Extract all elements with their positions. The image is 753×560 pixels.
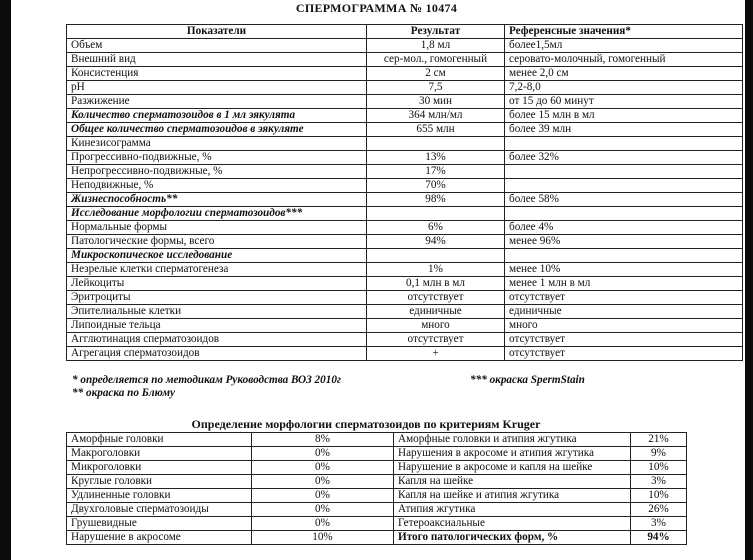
kruger-left-label: Круглые головки <box>67 475 252 489</box>
kruger-right-value: 9% <box>631 447 687 461</box>
result-cell: единичные <box>367 305 505 319</box>
indicator-cell: Эритроциты <box>67 291 367 305</box>
reference-cell <box>505 165 743 179</box>
kruger-left-value: 10% <box>252 531 394 545</box>
result-cell: сер-мол., гомогенный <box>367 53 505 67</box>
table-row <box>67 221 743 235</box>
kruger-right-value: 10% <box>631 489 687 503</box>
table-row <box>67 193 743 207</box>
kruger-row <box>67 447 687 461</box>
indicator-cell: Лейкоциты <box>67 277 367 291</box>
indicator-cell: Кинезисограмма <box>67 137 367 151</box>
indicator-cell: Агглютинация сперматозоидов <box>67 333 367 347</box>
kruger-left-label: Микроголовки <box>67 461 252 475</box>
indicator-cell: Жизнеспособность** <box>67 193 367 207</box>
kruger-left-label: Аморфные головки <box>67 433 252 447</box>
result-cell: 364 млн/мл <box>367 109 505 123</box>
kruger-body <box>67 433 687 545</box>
result-cell: 1,8 мл <box>367 39 505 53</box>
kruger-right-label: Нарушение в акросоме и капля на шейке <box>394 461 631 475</box>
table-row <box>67 123 743 137</box>
footnote-who: * определяется по методикам Руководства ВОЗ 2010г <box>72 374 342 386</box>
indicator-cell: Разжижение <box>67 95 367 109</box>
reference-cell: единичные <box>505 305 743 319</box>
result-cell: отсутствует <box>367 291 505 305</box>
kruger-row <box>67 475 687 489</box>
kruger-right-value: 10% <box>631 461 687 475</box>
kruger-left-value: 0% <box>252 489 394 503</box>
table-body <box>67 39 743 361</box>
reference-cell <box>505 137 743 151</box>
kruger-left-value: 0% <box>252 503 394 517</box>
table-row <box>67 347 743 361</box>
table-row <box>67 109 743 123</box>
table-row <box>67 235 743 249</box>
reference-cell: более 32% <box>505 151 743 165</box>
page-title: СПЕРМОГРАММА № 10474 <box>295 1 458 15</box>
result-cell: 94% <box>367 235 505 249</box>
kruger-title: Определение морфологии сперматозоидов по критериям Kruger <box>191 417 541 431</box>
indicator-cell: Количество сперматозоидов в 1 мл эякулята <box>67 109 367 123</box>
result-cell: 2 см <box>367 67 505 81</box>
reference-cell: много <box>505 319 743 333</box>
kruger-right-label: Атипия жгутика <box>394 503 631 517</box>
kruger-right-value: 3% <box>631 475 687 489</box>
table-row <box>67 137 743 151</box>
kruger-left-label: Макроголовки <box>67 447 252 461</box>
kruger-left-label: Грушевидные <box>67 517 252 531</box>
spermogram-table <box>66 24 743 361</box>
indicator-cell: Объем <box>67 39 367 53</box>
indicator-cell: Внешний вид <box>67 53 367 67</box>
left-dark-border <box>0 0 11 560</box>
reference-cell: более 4% <box>505 221 743 235</box>
header-result: Результат <box>367 25 505 39</box>
footnote-blum: ** окраска по Блюму <box>72 387 176 399</box>
kruger-left-value: 0% <box>252 461 394 475</box>
indicator-cell: Агрегация сперматозоидов <box>67 347 367 361</box>
indicator-cell: Неподвижные, % <box>67 179 367 193</box>
result-cell: 98% <box>367 193 505 207</box>
kruger-right-label: Гетероаксиальные <box>394 517 631 531</box>
table-row <box>67 53 743 67</box>
reference-cell: более 58% <box>505 193 743 207</box>
result-cell: 6% <box>367 221 505 235</box>
indicator-cell: Патологические формы, всего <box>67 235 367 249</box>
result-cell: 70% <box>367 179 505 193</box>
kruger-left-label: Нарушение в акросоме <box>67 531 252 545</box>
result-cell: 30 мин <box>367 95 505 109</box>
table-row <box>67 305 743 319</box>
reference-cell: более 15 млн в мл <box>505 109 743 123</box>
indicator-cell: Нормальные формы <box>67 221 367 235</box>
kruger-row <box>67 489 687 503</box>
result-cell: отсутствует <box>367 333 505 347</box>
kruger-right-label: Аморфные головки и атипия жгутика <box>394 433 631 447</box>
reference-cell: менее 96% <box>505 235 743 249</box>
result-cell: 13% <box>367 151 505 165</box>
header-indicators: Показатели <box>67 25 367 39</box>
result-cell: 655 млн <box>367 123 505 137</box>
kruger-row <box>67 433 687 447</box>
kruger-right-value: 3% <box>631 517 687 531</box>
kruger-left-value: 8% <box>252 433 394 447</box>
reference-cell <box>505 179 743 193</box>
kruger-right-label: Капля на шейке и атипия жгутика <box>394 489 631 503</box>
table-row <box>67 95 743 109</box>
reference-cell: менее 10% <box>505 263 743 277</box>
indicator-cell: Микроскопическое исследование <box>67 249 367 263</box>
kruger-right-label: Капля на шейке <box>394 475 631 489</box>
reference-cell: менее 2,0 см <box>505 67 743 81</box>
reference-cell: более 39 млн <box>505 123 743 137</box>
kruger-right-value: 94% <box>631 531 687 545</box>
indicator-cell: pH <box>67 81 367 95</box>
reference-cell: менее 1 млн в мл <box>505 277 743 291</box>
result-cell: 7,5 <box>367 81 505 95</box>
result-cell: 1% <box>367 263 505 277</box>
kruger-left-label: Удлиненные головки <box>67 489 252 503</box>
result-cell <box>367 137 505 151</box>
indicator-cell: Непрогрессивно-подвижные, % <box>67 165 367 179</box>
result-cell: 17% <box>367 165 505 179</box>
reference-cell: от 15 до 60 минут <box>505 95 743 109</box>
result-cell <box>367 249 505 263</box>
table-row <box>67 151 743 165</box>
reference-cell <box>505 249 743 263</box>
indicator-cell: Общее количество сперматозоидов в эякуляте <box>67 123 367 137</box>
table-row <box>67 291 743 305</box>
result-cell: 0,1 млн в мл <box>367 277 505 291</box>
table-row <box>67 207 743 221</box>
reference-cell: более1,5мл <box>505 39 743 53</box>
kruger-right-label: Нарушения в акросоме и атипия жгутика <box>394 447 631 461</box>
table-row <box>67 263 743 277</box>
table-row <box>67 319 743 333</box>
table-row <box>67 249 743 263</box>
reference-cell <box>505 207 743 221</box>
kruger-row <box>67 461 687 475</box>
result-cell: много <box>367 319 505 333</box>
table-row <box>67 67 743 81</box>
indicator-cell: Эпителиальные клетки <box>67 305 367 319</box>
reference-cell: отсутствует <box>505 347 743 361</box>
table-row <box>67 165 743 179</box>
reference-cell: отсутствует <box>505 291 743 305</box>
right-dark-border <box>745 0 753 560</box>
indicator-cell: Липоидные тельца <box>67 319 367 333</box>
kruger-left-label: Двухголовые сперматозоиды <box>67 503 252 517</box>
kruger-right-label: Итого патологических форм, % <box>394 531 631 545</box>
table-row <box>67 333 743 347</box>
kruger-table <box>66 432 687 545</box>
table-row <box>67 179 743 193</box>
kruger-row <box>67 531 687 545</box>
kruger-left-value: 0% <box>252 475 394 489</box>
result-cell: + <box>367 347 505 361</box>
kruger-row <box>67 503 687 517</box>
indicator-cell: Консистенция <box>67 67 367 81</box>
reference-cell: отсутствует <box>505 333 743 347</box>
kruger-row <box>67 517 687 531</box>
footnote-spermstain: *** окраска SpermStain <box>470 374 585 386</box>
table-row <box>67 81 743 95</box>
kruger-right-value: 21% <box>631 433 687 447</box>
kruger-left-value: 0% <box>252 517 394 531</box>
indicator-cell: Прогрессивно-подвижные, % <box>67 151 367 165</box>
indicator-cell: Незрелые клетки сперматогенеза <box>67 263 367 277</box>
kruger-left-value: 0% <box>252 447 394 461</box>
table-header-row <box>67 25 743 39</box>
result-cell <box>367 207 505 221</box>
table-row <box>67 277 743 291</box>
kruger-right-value: 26% <box>631 503 687 517</box>
indicator-cell: Исследование морфологии сперматозоидов*** <box>67 207 367 221</box>
reference-cell: серовато-молочный, гомогенный <box>505 53 743 67</box>
table-row <box>67 39 743 53</box>
reference-cell: 7,2-8,0 <box>505 81 743 95</box>
header-reference: Референсные значения* <box>505 25 743 39</box>
